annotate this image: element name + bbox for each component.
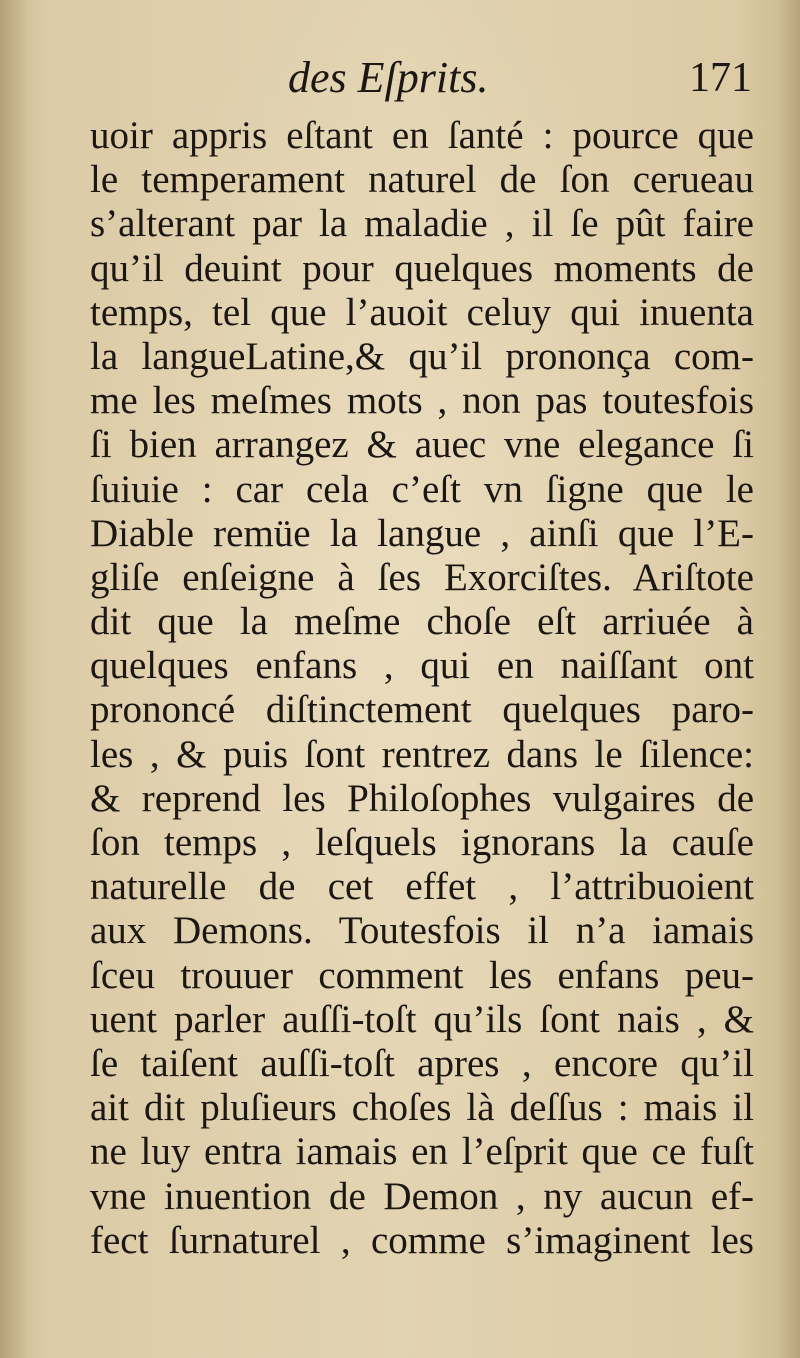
text-line: les , & puis ſont rentrez dans le ſilence:	[90, 732, 754, 776]
text-line: la langueLatine,& qu’il prononça com-	[90, 334, 754, 378]
text-line: temps, tel que l’auoit celuy qui inuenta	[90, 290, 754, 334]
page-edge-shadow-left	[0, 0, 28, 1358]
text-line: qu’il deuint pour quelques moments de	[90, 246, 754, 290]
text-line: ait dit pluſieurs choſes là deſſus : mais il	[90, 1086, 754, 1130]
body-text	[90, 114, 754, 1263]
text-line: ſceu trouuer comment les enfans peu-	[90, 953, 754, 997]
text-line: Diable remüe la langue , ainſi que l’E-	[90, 511, 754, 555]
page-number: 171	[689, 55, 752, 101]
page-edge-shadow-right	[778, 0, 800, 1358]
text-line: ſi bien arrangez & auec vne elegance ſi	[90, 423, 754, 467]
text-line: ſon temps , leſquels ignorans la cauſe	[90, 821, 754, 864]
text-line: & reprend les Philoſophes vulgaires de	[90, 776, 754, 820]
running-head-title: des Eſprits.	[288, 53, 489, 102]
text-line: naturelle de cet effet , l’attribuoient	[90, 865, 754, 909]
text-line: le temperament naturel de ſon cerueau	[90, 158, 754, 202]
text-line: gliſe enſeigne à ſes Exorciſtes. Ariſtote	[90, 555, 754, 599]
text-line: dit que la meſme choſe eſt arriuée à	[90, 600, 754, 644]
text-line: s’alterant par la maladie , il ſe pût faire	[90, 202, 754, 246]
text-line: quelques enfans , qui en naiſſant ont	[90, 644, 754, 688]
text-line: ſe taiſent auſſi-toſt apres , encore qu’il	[90, 1041, 754, 1085]
text-line: fect ſurnaturel , comme s’imaginent les	[90, 1218, 754, 1262]
text-line: prononcé diſtinctement quelques paro-	[90, 688, 754, 732]
text-line: uoir appris eſtant en ſanté : pource que	[90, 114, 754, 157]
text-line: me les meſmes mots , non pas toutesfois	[90, 379, 754, 423]
text-line: vne inuention de Demon , ny aucun ef-	[90, 1174, 754, 1218]
text-line: uent parler auſſi-toſt qu’ils ſont nais , &	[90, 997, 754, 1041]
text-line: aux Demons. Toutesfois il n’a iamais	[90, 909, 754, 953]
text-line: ſuiuie : car cela c’eſt vn ſigne que le	[90, 467, 754, 511]
running-head	[92, 52, 752, 104]
text-line: ne luy entra iamais en l’eſprit que ce fuſt	[90, 1130, 754, 1174]
